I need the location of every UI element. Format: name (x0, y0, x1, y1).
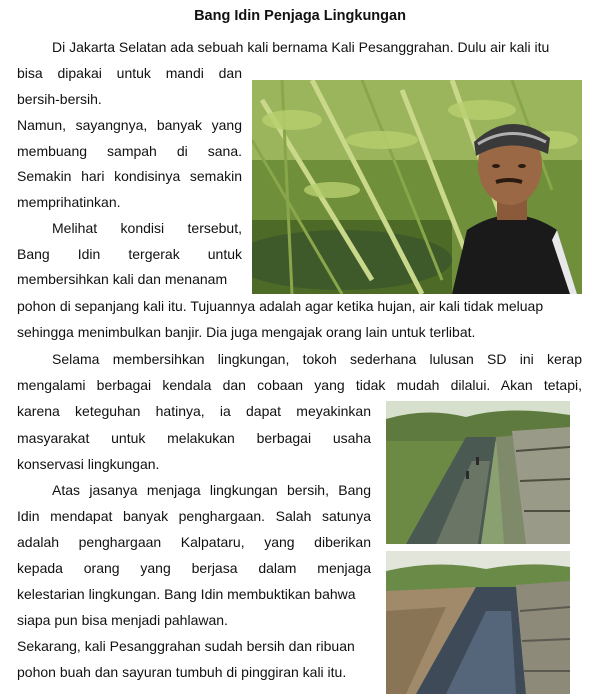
article-title: Bang Idin Penjaga Lingkungan (194, 8, 406, 24)
text-line: kepada orang yang berjasa dalam menjaga (17, 560, 371, 576)
text-line: siapa pun bisa menjadi pahlawan. (17, 612, 228, 628)
text-line: Semakin hari kondisinya semakin (17, 168, 242, 184)
photo-bang-idin (252, 80, 582, 294)
text-line: Melihat kondisi tersebut, (52, 220, 242, 236)
text-line: Idin mendapat banyak penghargaan. Salah satunya (17, 508, 371, 524)
text-line: masyarakat untuk melakukan berbagai usaha (17, 430, 371, 446)
text-line: Namun, sayangnya, banyak yang (17, 117, 242, 133)
text-line: Selama membersihkan lingkungan, tokoh sederhana lulusan SD ini kerap (52, 351, 582, 367)
text-line: pohon di sepanjang kali itu. Tujuannya adalah agar ketika hujan, air kali tidak meluap (17, 298, 544, 314)
text-line: membuang sampah di sana. (17, 143, 242, 159)
text-line: Di Jakarta Selatan ada sebuah kali bernama Kali Pesanggrahan. Dulu air kali itu (52, 39, 550, 55)
text-line: Bang Idin tergerak untuk (17, 246, 242, 262)
text-line: bersih-bersih. (17, 91, 102, 107)
text-line: mengalami berbagai kendala dan cobaan yang tidak mudah dilalui. Akan tetapi, (17, 377, 582, 393)
text-line: konservasi lingkungan. (17, 456, 160, 472)
photo-clean-river (386, 551, 570, 694)
text-line: Sekarang, kali Pesanggrahan sudah bersih dan ribuan (17, 638, 355, 654)
text-line: pohon buah dan sayuran tumbuh di pinggiran kali itu. (17, 664, 347, 680)
text-line: bisa dipakai untuk mandi dan (17, 65, 242, 81)
text-line: sehingga menimbulkan banjir. Dia juga mengajak orang lain untuk terlibat. (17, 324, 476, 340)
text-line: karena keteguhan hatinya, ia dapat meyakinkan (17, 403, 371, 419)
text-line: memprihatinkan. (17, 194, 121, 210)
text-line: kelestarian lingkungan. Bang Idin membuktikan bahwa (17, 586, 356, 602)
text-line: Atas jasanya menjaga lingkungan bersih, Bang (52, 482, 371, 498)
text-line: membersihkan kali dan menanam (17, 271, 228, 287)
text-line: adalah penghargaan Kalpataru, yang diberikan (17, 534, 371, 550)
photo-river-cleaning (386, 401, 570, 544)
